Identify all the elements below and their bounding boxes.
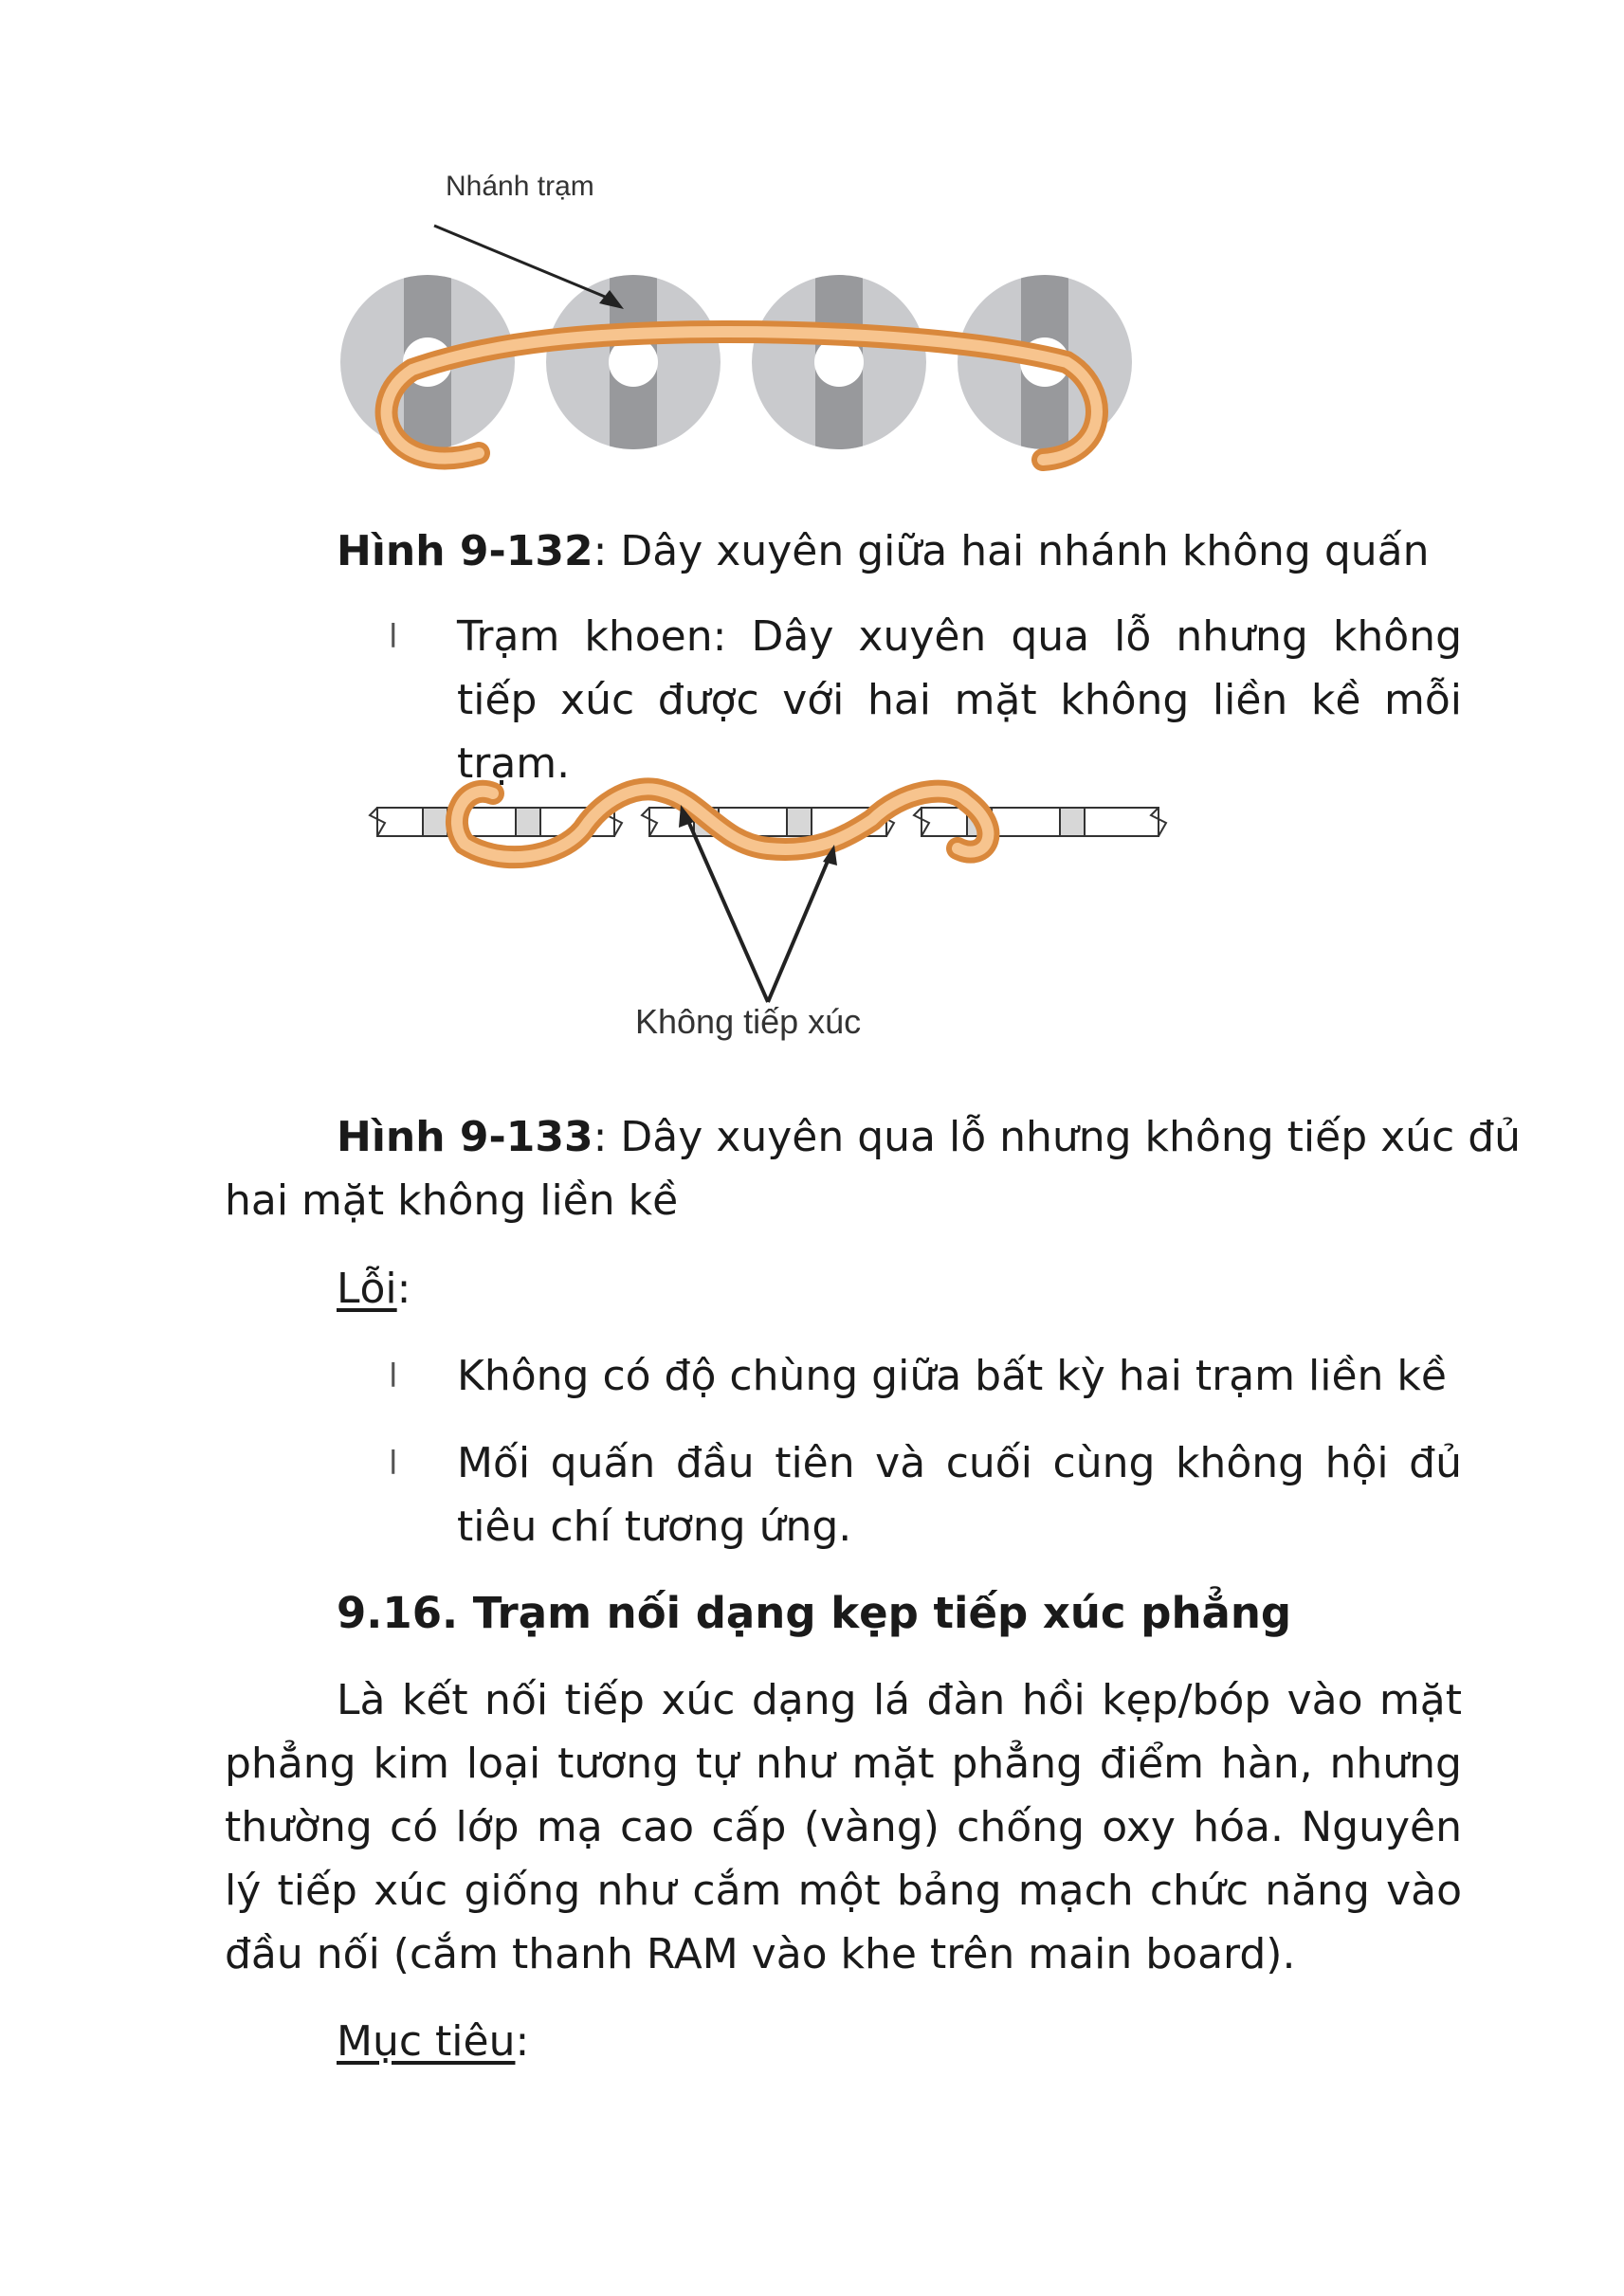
caption-9-133 [337,1105,1521,1169]
caption-9-133-line2: hai mặt không liền kề [225,1176,679,1225]
defect-item-1: Không có độ chùng giữa bất kỳ hai trạm liền kề [457,1352,1447,1400]
figure-9-133 [360,754,1176,1076]
section-title: 9.16. Trạm nối dạng kẹp tiếp xúc phẳng [337,1588,1292,1638]
body-paragraph [225,1668,1462,1986]
body-text: Là kết nối tiếp xúc dạng lá đàn hồi kẹp/bóp vào mặt phẳng kim loại tương tự như mặt phẳng điểm hàn, nhưng thường có lớp mạ cao cấp (vàng) chống oxy hóa. Nguyên lý tiếp xúc giống như cắm một bảng mạch chức năng vào đầu nối (cắm thanh RAM vào khe trên main board). [225,1676,1462,1978]
caption-text: : Dây xuyên giữa hai nhánh không quấn [593,527,1430,575]
turret-disc-2 [546,265,721,465]
loi-colon: : [396,1265,411,1313]
bullet-marker: l [389,1445,398,1483]
defect-item-2: Mối quấn đầu tiên và cuối cùng không hội đủ tiêu chí tương ứng. [457,1439,1462,1551]
muc-tieu-colon: : [515,2017,530,2066]
muc-tieu-label: Mục tiêu [337,2017,516,2066]
figure-label-khong-tiep-xuc: Không tiếp xúc [635,1002,862,1041]
turret-disc-3 [752,265,926,465]
figure-label-nhanh-tram: Nhánh trạm [446,171,594,202]
figure-9-132 [322,152,1157,493]
loi-label: Lỗi [337,1265,397,1313]
bullet-marker: l [389,618,398,656]
caption-label: Hình 9-132 [337,527,593,575]
caption-9-132 [337,519,1430,583]
terminal-turrets-illustration [322,152,1157,493]
loi-heading [337,1257,411,1321]
caption-text-line1: : Dây xuyên qua lỗ nhưng không tiếp xúc đủ [593,1113,1522,1161]
bullet-text-tram-khoen: Trạm khoen: Dây xuyên qua lỗ nhưng không tiếp xúc được với hai mặt không liền kề mỗi trạm. [457,612,1462,788]
muc-tieu-heading [337,2010,529,2073]
caption-label: Hình 9-133 [337,1113,593,1161]
bullet-marker: l [389,1358,398,1395]
plate-right [921,808,1159,836]
pointer-line-right [768,852,831,1002]
